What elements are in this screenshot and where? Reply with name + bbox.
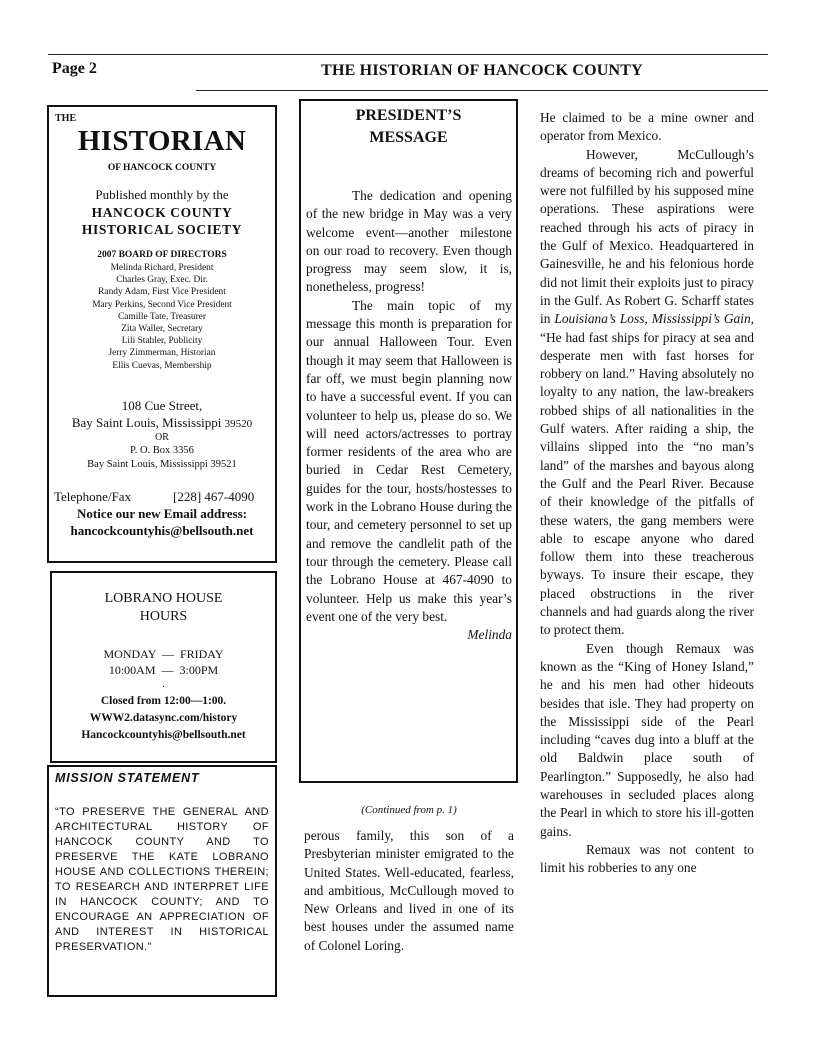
article-paragraph: Even though Remaux was known as the “King of Honey Island,” he and his men had other hideouts besides that isle. They had property on the Mississippi side of the Pearl including “caves dug into a bluff at the old Baldwin place south of Pearlington.” Supposedly, he also had warehouses in secluded places along the Pearl in which to store his ill-gotten gains. (540, 640, 754, 839)
board-member: Mary Perkins, Second Vice President (92, 299, 232, 310)
city-address (49, 415, 275, 431)
president-signature: Melinda (467, 627, 512, 643)
email-notice: Notice our new Email address: (77, 506, 247, 521)
masthead-name: HISTORIAN (77, 125, 247, 157)
hours-days: MONDAY — FRIDAY (103, 647, 224, 661)
hours-dot: . (162, 679, 165, 690)
board-list (49, 262, 275, 372)
header-top-rule (48, 54, 768, 55)
hours-title-line1: LOBRANO HOUSE (104, 591, 223, 606)
board-member: Melinda Richard, President (110, 263, 214, 273)
continued-paragraph: perous family, this son of a Presbyterian minister emigrated to the United States. Well-educated, fearless, and ambitious, McCullough moved to New Orleans and lived in one of its best houses under the assumed name of Colonel Loring. (304, 828, 514, 953)
board-member: Charles Gray, Exec. Dir. (116, 275, 208, 286)
hours-email[interactable]: Hancockcountyhis@bellsouth.net (81, 729, 246, 741)
masthead-the: THE (55, 113, 77, 124)
article-text: “He had fast ships for piracy at sea and desperate men with fast horses for robbery on land.” Having absolutely no loyalty to any nation, the law-breakers robbed ships of all nationalities in the Gulf waters. After raiding a ship, the villains slipped into the “no man’s land” of the marshes and bayous along the Gulf and the Pearl River. Because of their knowledge of the pitfalls of these waters, the gang members were able to escape anyone who dared follow them into these treacherous byways. To insure their escape, they placed obstructions in the river channels and had guards along the river to protect them. (540, 329, 754, 638)
president-message-body (306, 187, 512, 644)
board-member: Jerry Zimmerman, Historian (108, 348, 216, 359)
or-separator: OR (155, 432, 169, 443)
running-header-title: THE HISTORIAN OF HANCOCK COUNTY (321, 62, 643, 79)
board-member: Zita Waller, Secretary (121, 324, 203, 335)
continued-column (304, 827, 514, 955)
article-paragraph: Remaux was not content to limit his robberies to any one (540, 841, 754, 876)
president-paragraph: The main topic of my message this month is preparation for our annual Halloween Tour. Even though it may seem that Halloween is far off, we must begin planning now to have a successful event. If you can volunteer to help us, please do so. We will need actors/actresses to portray former residents of the area who are buried in Cedar Rest Cemetery, guides for the tour, hosts/hostesses to work in the Lobrano House during the tour, and cemetery personnel to set up and remove the candlelit path of the tour through the cemetery. Please call the Lobrano House at 467-4090 to volunteer. Help us make this year’s event one of the very best. (306, 297, 512, 624)
president-heading-line1: PRESIDENT’S (355, 107, 462, 124)
president-paragraph: The dedication and opening of the new bridge in May was a very welcome event—another milestone on our road to recovery. Even though progress may seem slow, it is, nonetheless, progress! (306, 188, 512, 295)
continued-label: (Continued from p. 1) (361, 804, 457, 816)
header-bottom-rule (196, 90, 768, 91)
street-address: 108 Cue Street, (121, 398, 203, 413)
website-link[interactable]: WWW2.datasync.com/history (89, 712, 238, 724)
board-heading: 2007 BOARD OF DIRECTORS (97, 250, 227, 260)
president-heading-line2: MESSAGE (369, 129, 448, 146)
po-box-city: Bay Saint Louis, Mississippi 39521 (87, 459, 237, 470)
book-title: Louisiana’s Loss, Mississippi’s Gain, (554, 311, 754, 327)
society-name-line1: HANCOCK COUNTY (91, 205, 233, 220)
phone-number: [228] 467-4090 (173, 489, 255, 504)
masthead-subtitle: OF HANCOCK COUNTY (107, 163, 217, 173)
zip-code: 39520 (224, 418, 253, 430)
society-email[interactable]: hancockcountyhis@bellsouth.net (70, 523, 254, 538)
mission-box (47, 765, 277, 997)
board-member: Lili Stahler, Publicity (121, 336, 203, 347)
hours-title-line2: HOURS (139, 609, 188, 624)
board-member: Randy Adam, First Vice President (98, 287, 226, 298)
published-by: Published monthly by the (95, 187, 229, 202)
hours-times: 10:00AM — 3:00PM (108, 663, 219, 677)
masthead-box (47, 105, 277, 563)
hours-box (50, 571, 277, 763)
page-number: Page 2 (52, 60, 97, 77)
article-text: However, McCullough’s dreams of becoming rich and powerful were not fulfilled by his supposed mine operations. These aspirations were reached through his acts of piracy in the Gulf of Mexico. Headquartered in Gainesville, he and his felonious horde did not limit their exploits just to piracy in the Gulf. As Robert G. Scharff states in (540, 146, 754, 327)
phone-label: Telephone/Fax (54, 489, 132, 504)
article-paragraph: He claimed to be a mine owner and operator from Mexico. (540, 110, 754, 144)
article-paragraph (540, 146, 754, 640)
president-message-box (299, 99, 518, 783)
po-box: P. O. Box 3356 (130, 445, 194, 456)
mission-text: “TO PRESERVE THE GENERAL AND ARCHITECTURAL HISTORY OF HANCOCK COUNTY AND TO PRESERVE THE KATE LOBRANO HOUSE AND COLLECTIONS THEREIN; TO RESEARCH AND INTERPRET LIFE IN HANCOCK COUNTY; AND TO ENCOURAGE AN APPRECIATION OF AND INTEREST IN HISTORICAL PRESERVATION.” (55, 806, 269, 953)
article-column (540, 109, 754, 877)
society-name-line2: HISTORICAL SOCIETY (81, 222, 243, 237)
board-member: Camille Tate, Treasurer (118, 311, 206, 322)
board-member: Ellis Cuevas, Membership (112, 360, 212, 371)
city-state: Bay Saint Louis, Mississippi (71, 415, 222, 430)
hours-closed: Closed from 12:00—1:00. (100, 695, 227, 707)
mission-heading: MISSION STATEMENT (55, 771, 200, 785)
